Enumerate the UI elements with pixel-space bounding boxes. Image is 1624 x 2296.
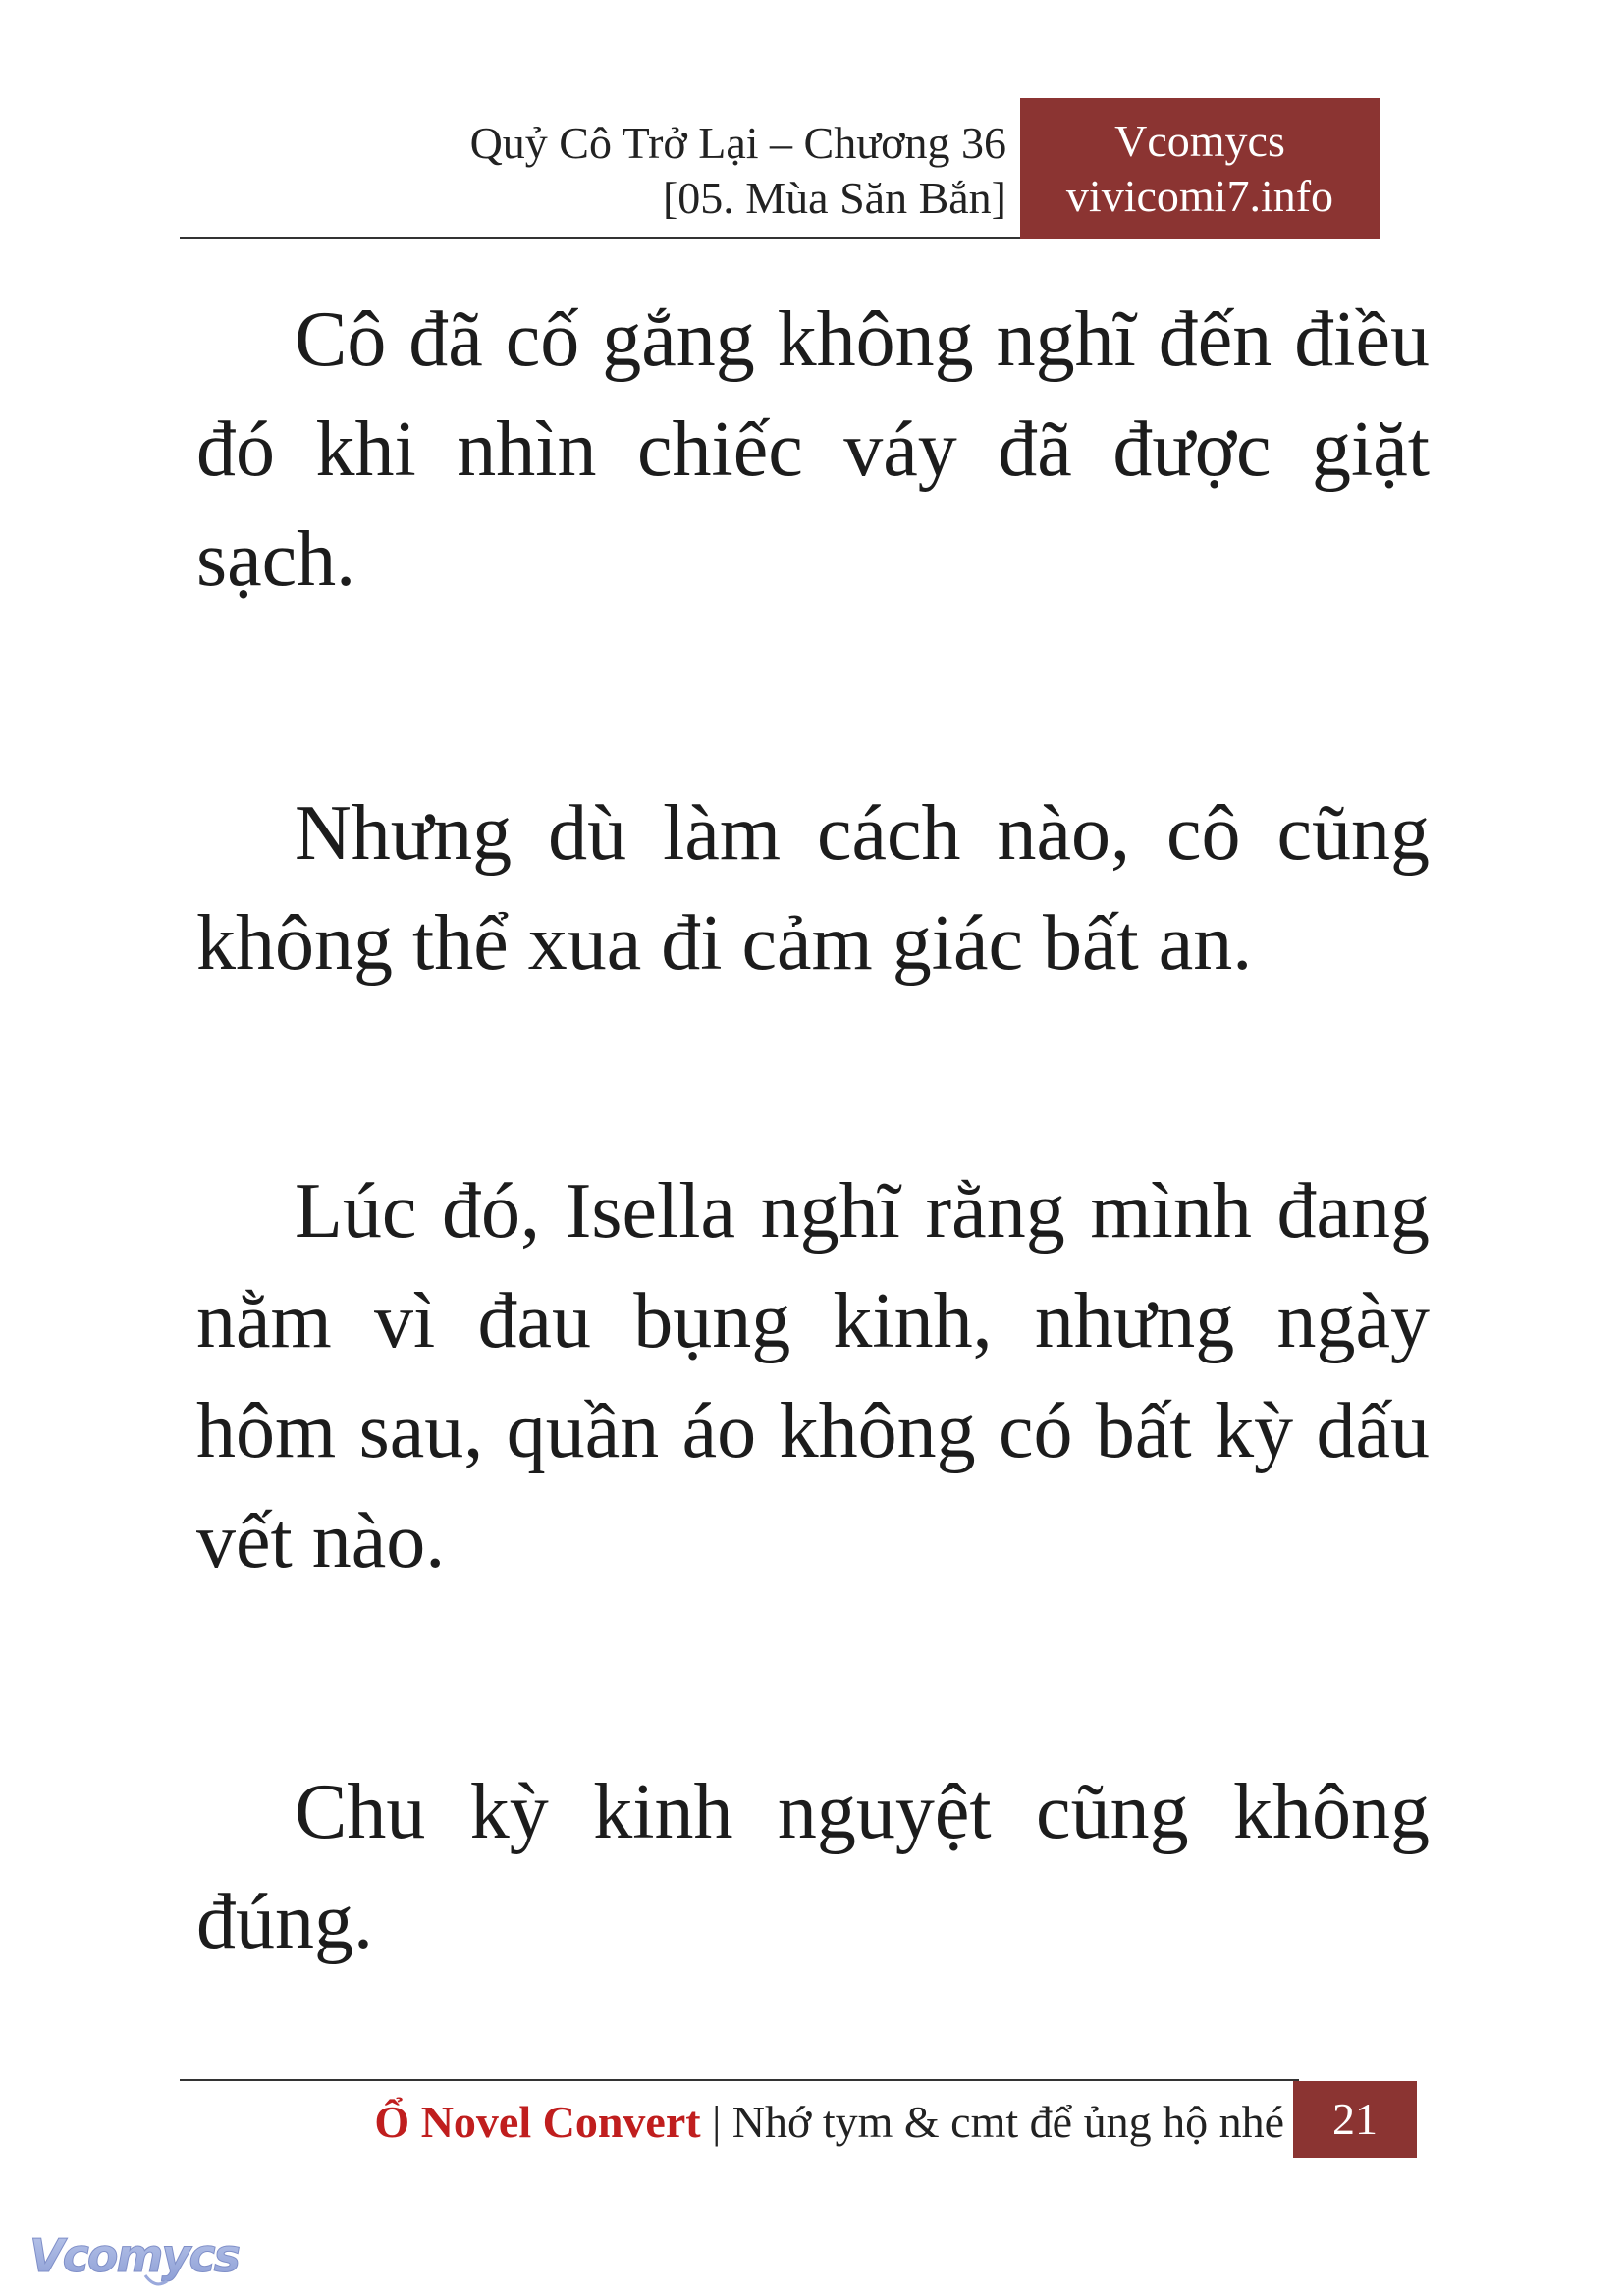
header-divider — [180, 237, 1020, 239]
footer-text — [374, 2095, 1284, 2150]
page-number: 21 — [1293, 2081, 1417, 2158]
footer-message: Nhớ tym & cmt để ủng hộ nhé — [731, 2097, 1284, 2147]
paragraph-3: Lúc đó, Isella nghĩ rằng mình đang nằm vì đau bụng kinh, nhưng ngày hôm sau, quần áo không có bất kỳ dấu vết nào. — [196, 1168, 1430, 1584]
svg-text:Vcomycs: Vcomycs — [29, 2229, 240, 2282]
paragraph-2: Nhưng dù làm cách nào, cô cũng không thể xua đi cảm giác bất an. — [196, 790, 1430, 987]
header-brand-url: vivicomi7.info — [1065, 171, 1334, 221]
page-header — [180, 98, 1380, 239]
header-brand-box — [1020, 98, 1380, 239]
paragraph-1: Cô đã cố gắng không nghĩ đến điều đó khi nhìn chiếc váy đã được giặt sạch. — [196, 296, 1430, 603]
paragraph-4: Chu kỳ kinh nguyệt cũng không đúng. — [196, 1769, 1430, 1965]
chapter-title — [470, 116, 1006, 226]
header-brand-name: Vcomycs — [1114, 116, 1285, 166]
footer-brand: Ổ Novel Convert — [374, 2097, 701, 2147]
chapter-title-line2: [05. Mùa Săn Bắn] — [662, 173, 1006, 223]
vcomycs-watermark-logo — [27, 2226, 253, 2289]
chapter-title-line1: Quỷ Cô Trở Lại – Chương 36 — [469, 118, 1006, 168]
page-footer — [180, 2081, 1417, 2160]
footer-separator: | — [712, 2097, 722, 2147]
